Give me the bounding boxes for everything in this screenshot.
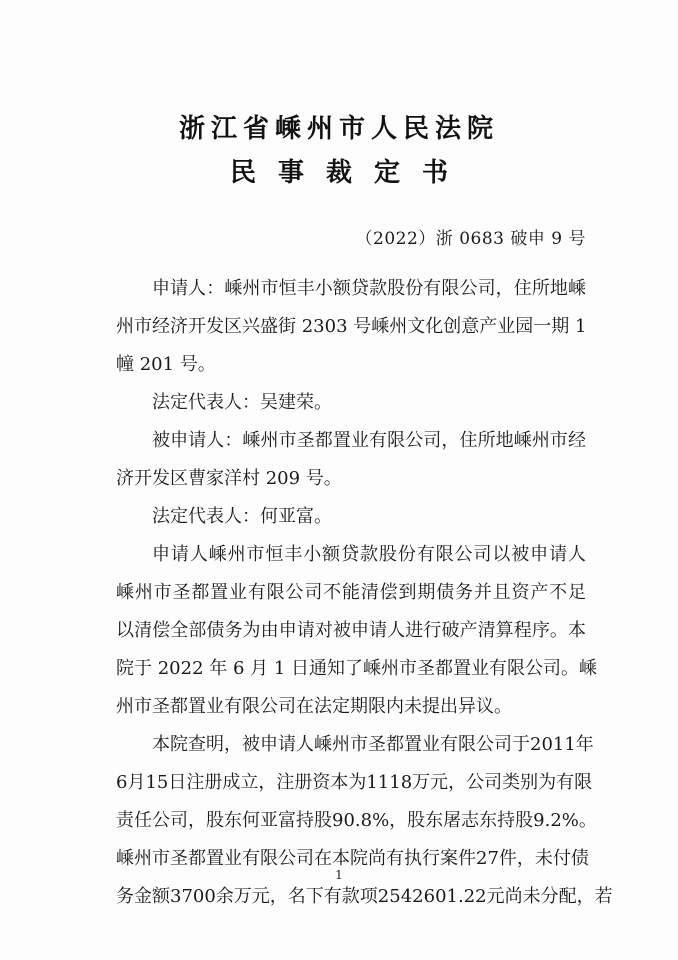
text-line: 幢 201 号。 (116, 354, 216, 375)
text-line: 本院查明，被申请人嵊州市圣都置业有限公司于2011年 (152, 734, 594, 755)
paragraph (116, 270, 586, 384)
case-number: （2022）浙 0683 破申 9 号 (355, 229, 586, 249)
paragraph (116, 422, 586, 498)
document-body (116, 270, 613, 916)
text-line: 嵊州市圣都置业有限公司不能清偿到期债务并且资产不足 (116, 582, 586, 603)
text-line: 务金额3700余万元，名下有款项2542601.22元尚未分配，若 (116, 886, 613, 907)
text-line: 嵊州市圣都置业有限公司在本院尚有执行案件27件，未付债 (116, 848, 589, 869)
text-line: 6月15日注册成立，注册资本为1118万元，公司类别为有限 (116, 772, 593, 793)
text-line: 责任公司，股东何亚富持股90.8%，股东屠志东持股9.2%。 (116, 810, 597, 831)
text-line: 院于 2022 年 6 月 1 日通知了嵊州市圣都置业有限公司。嵊 (116, 658, 598, 679)
text-line: 申请人：嵊州市恒丰小额贷款股份有限公司，住所地嵊 (152, 278, 586, 299)
text-line: 申请人嵊州市恒丰小额贷款股份有限公司以被申请人 (152, 544, 586, 565)
text-line: 州市经济开发区兴盛街 2303 号嵊州文化创意产业园一期 1 (116, 316, 587, 337)
paragraph (116, 384, 586, 422)
text-line: 州市圣都置业有限公司在法定期限内未提出异议。 (116, 696, 512, 717)
court-name: 浙江省嵊州市人民法院 (178, 114, 499, 144)
text-line: 被申请人：嵊州市圣都置业有限公司，住所地嵊州市经 (152, 430, 586, 451)
paragraph (116, 536, 598, 726)
text-line: 法定代表人：吴建荣。 (152, 392, 332, 413)
text-line: 以清偿全部债务为由申请对被申请人进行破产清算程序。本 (116, 620, 586, 641)
page-number: 1 (335, 868, 343, 882)
paragraph (116, 726, 613, 916)
paragraph (116, 498, 586, 536)
document-type-title: 民事裁定书 (229, 158, 470, 188)
text-line: 济开发区曹家洋村 209 号。 (116, 468, 342, 489)
text-line: 法定代表人：何亚富。 (152, 506, 332, 527)
